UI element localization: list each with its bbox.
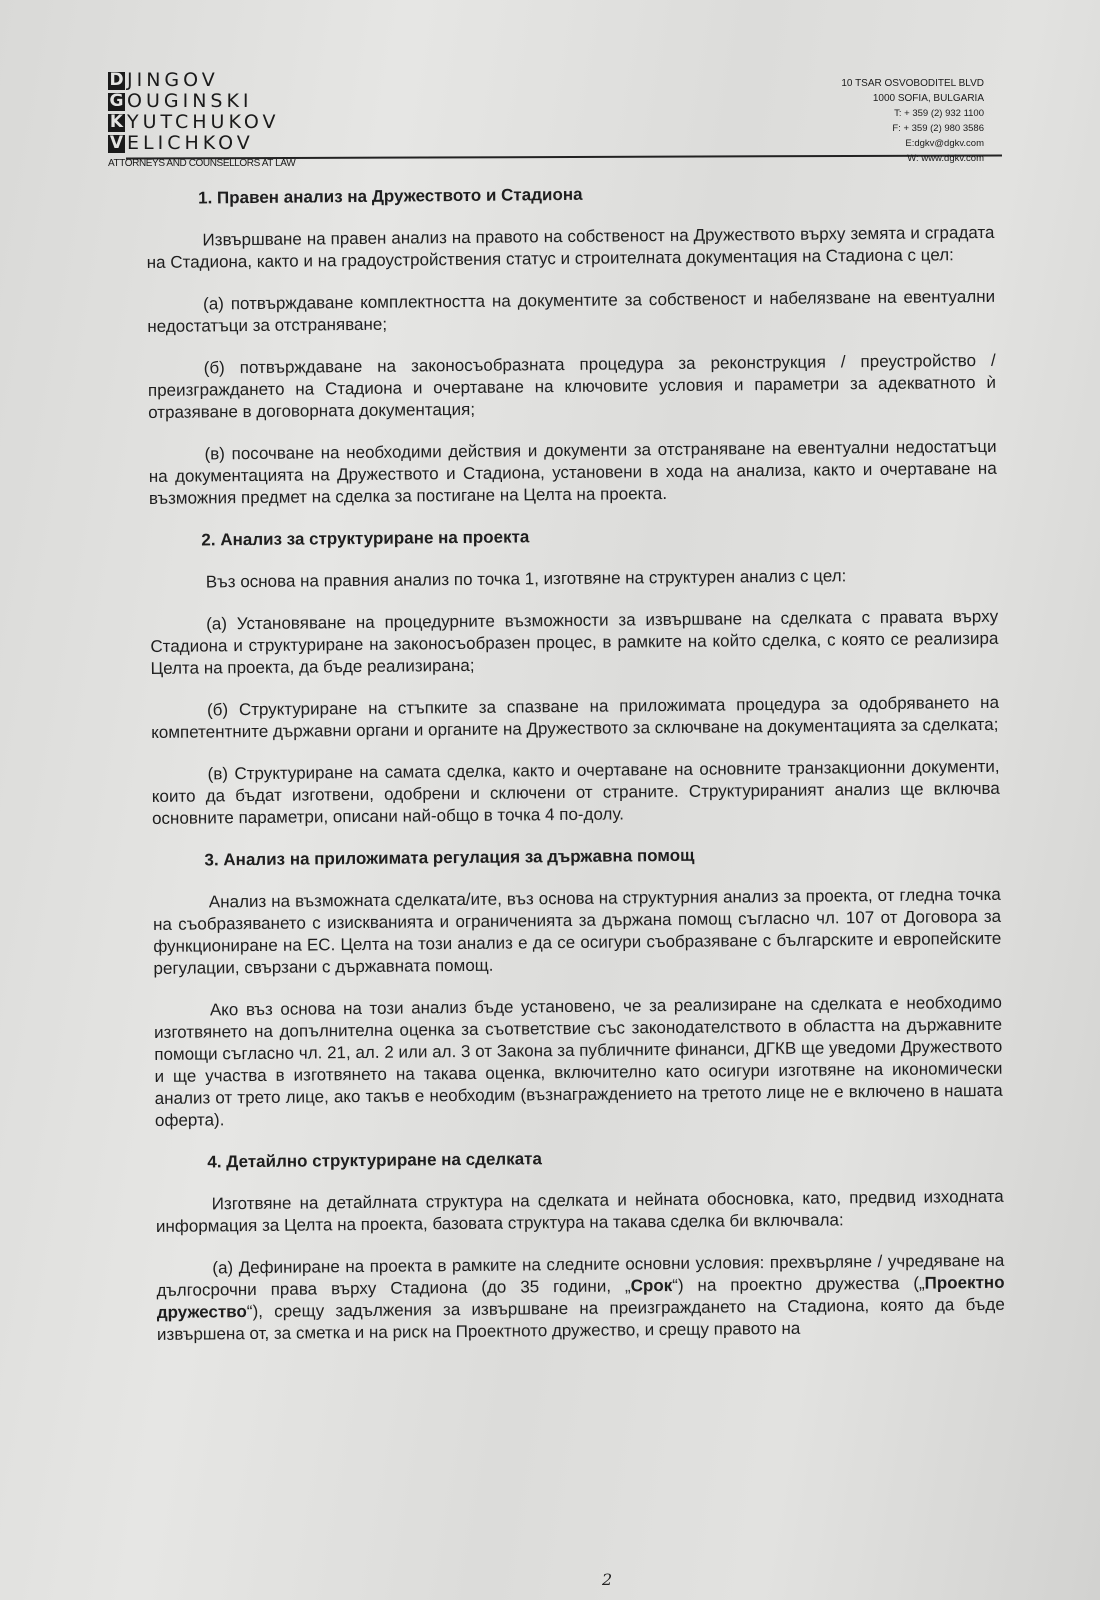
text-run: “), срещу задължения за извършване на преизграждането на Стадиона, която да бъде извършена от, за сметка и на риск на Проектното дружество, и срещу правото на [156, 1294, 1005, 1344]
firm-tagline: ATTORNEYS AND COUNSELLORS AT LAW [108, 158, 296, 169]
list-item: (б) потвърждаване на законосъобразната процедура за реконструкция / преустройство / преизграждането на Стадиона и очертаване на ключовите условия и параметри за адекватното ѝ отразяване в договорната документация; [147, 350, 996, 422]
logo-name-part: ELICHKOV [127, 132, 254, 154]
logo-name-part: OUGINSKI [127, 90, 253, 112]
logo-initial-box: D [109, 70, 124, 90]
defined-term: Срок [630, 1275, 673, 1296]
list-item: (а) потвърждаване комплектността на документите за собственост и набелязване на евентуални недостатъци за отстраняване; [147, 286, 996, 336]
logo-row [108, 112, 280, 133]
paragraph: Въз основа на правния анализ по точка 1, изготвяне на структурен анализ с цел: [205, 566, 847, 592]
firm-address [841, 76, 984, 166]
logo-row [108, 70, 280, 91]
logo-initial-box: K [109, 112, 124, 132]
logo-row [108, 133, 280, 154]
list-item: (б) Структуриране на стъпките за спазване на приложимата процедура за одобряването на компетентните държавни органи и органите на Дружеството за сключване на документацията за сделката; [151, 692, 1000, 742]
section-heading: 4. Детайлно структуриране на сделката [207, 1149, 542, 1172]
document-body [146, 180, 1005, 1366]
logo-initial-box: V [109, 133, 124, 153]
paragraph: Анализ на възможната сделката/ите, въз основа на структурния анализ за проекта, от гледна точка на съобразяването с изискванията и ограниченията за държана помощ съгласно чл. 107 от Договора за функциониране на ЕС. Целта на този анализ е да се осигури съобразяване с българските и европейските регулации, свързани с държавната помощ. [152, 884, 1002, 978]
logo-row [108, 91, 280, 112]
list-item: (в) посочване на необходими действия и документи за отстраняване на евентуални недостатъци на документацията на Дружеството и Стадиона, установени в хода на анализа, както и очертаване на възможния предмет на сделка за постигане на Целта на проекта. [148, 436, 997, 508]
paragraph: Изготвяне на детайлната структура на сделката и нейната обосновка, като, предвид изходната информация за Целта на проекта, базовата структура на такава сделка би включвала: [155, 1186, 1004, 1236]
section-heading: 3. Анализ на приложимата регулация за държавна помощ [204, 845, 695, 870]
paragraph: Ако въз основа на този анализ бъде установено, че за реализиране на сделката е необходимо изготвянето на допълнителна оценка за съответствие със законодателството в областта на държавните помощи съгласно чл. 21, ал. 2 или ал. 3 от Закона за публичните финанси, ДГКВ ще уведоми Дружеството и ще участва в изготвянето на такава оценка, включително като осигури изготвяне на икономически анализ от трето лице, ако такъв е необходим (възнаграждението на третото лице не е включено в нашата оферта). [154, 992, 1003, 1130]
address-email: E:dgkv@dgkv.com [905, 138, 984, 149]
address-city: 1000 SOFIA, BULGARIA [872, 93, 984, 104]
page-number: 2 [602, 1570, 613, 1589]
text-run: (а) Дефиниране на проекта в рамките на следните основни условия: прехвърляне / учредяване на дългосрочни права върху Стадиона (до 35 години, „ [156, 1250, 1005, 1300]
address-phone: T: + 359 (2) 932 1100 [894, 108, 984, 119]
address-street: 10 TSAR OSVOBODITEL BLVD [841, 78, 984, 89]
address-website: W: www.dgkv.com [907, 153, 984, 164]
list-item: (а) Установяване на процедурните възможности за извършване на сделката с правата върху Стадиона и структуриране на законосъобразен процес, в рамките на който сделка, с която се реализира Целта на проекта, да бъде реализирана; [150, 606, 999, 678]
paragraph: Извършване на правен анализ на правото на собственост на Дружеството върху земята и сградата на Стадиона, както и на градоустройствения статус и строителната документация на Стадиона с цел: [146, 222, 995, 272]
logo-name-part: JINGOV [127, 69, 219, 91]
section-heading: 1. Правен анализ на Дружеството и Стадиона [198, 184, 583, 208]
firm-logo [108, 70, 280, 154]
list-item [156, 1250, 1005, 1346]
section-heading: 2. Анализ за структуриране на проекта [201, 527, 530, 550]
logo-initial-box: G [109, 91, 124, 111]
address-fax: F: + 359 (2) 980 3586 [892, 123, 984, 134]
list-item: (в) Структуриране на самата сделка, както и очертаване на основните транзакционни документи, които да бъдат изготвени, одобрени и сключени от страните. Структурираният анализ ще включва основните параметри, описани най-общо в точка 4 по-долу. [151, 756, 1000, 828]
logo-name-part: YUTCHUKOV [127, 111, 280, 133]
text-run: “) на проектно дружества („ [672, 1273, 925, 1295]
defined-term: Проектно дружество [156, 1272, 1005, 1322]
